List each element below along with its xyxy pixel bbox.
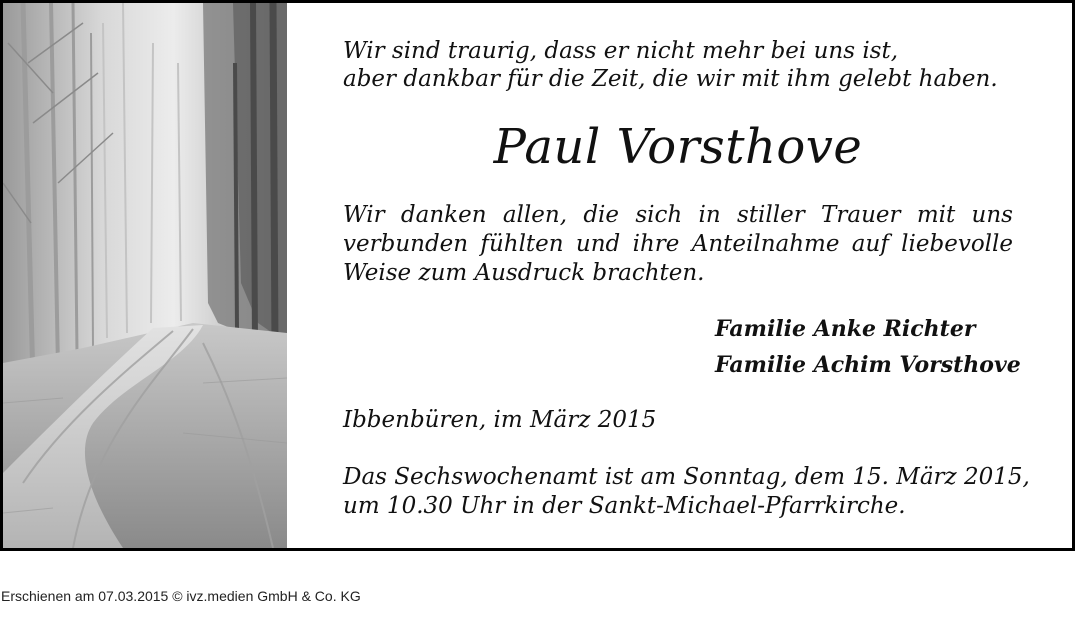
thanks-line: Wir danken allen, die sich in stiller Trauer mit uns bbox=[343, 202, 1013, 228]
service-announcement bbox=[343, 463, 1030, 521]
intro-line: aber dankbar für die Zeit, die wir mit ihm gelebt haben. bbox=[343, 66, 998, 92]
deceased-name: Paul Vorsthove bbox=[493, 119, 863, 175]
service-line: Das Sechswochenamt ist am Sonntag, dem 15. März 2015, bbox=[343, 464, 1030, 490]
notice-text bbox=[343, 3, 1030, 548]
place-date: Ibbenbüren, im März 2015 bbox=[343, 407, 657, 433]
service-line: um 10.30 Uhr in der Sankt-Michael-Pfarrkirche. bbox=[343, 493, 906, 519]
publication-footer: Erschienen am 07.03.2015 © ivz.medien GmbH & Co. KG bbox=[1, 588, 361, 604]
signature-achim-vorsthove: Familie Achim Vorsthove bbox=[715, 352, 1021, 378]
thanks-line: verbunden fühlten und ihre Anteilnahme auf liebevolle bbox=[343, 231, 1013, 257]
thanks-line: Weise zum Ausdruck brachten. bbox=[343, 260, 705, 286]
thanks-paragraph bbox=[343, 201, 1013, 288]
intro-line: Wir sind traurig, dass er nicht mehr bei uns ist, bbox=[343, 38, 899, 64]
signature-anke-richter: Familie Anke Richter bbox=[715, 316, 976, 342]
misty-forest-path-photo bbox=[3, 3, 287, 548]
intro-quote bbox=[343, 37, 998, 93]
